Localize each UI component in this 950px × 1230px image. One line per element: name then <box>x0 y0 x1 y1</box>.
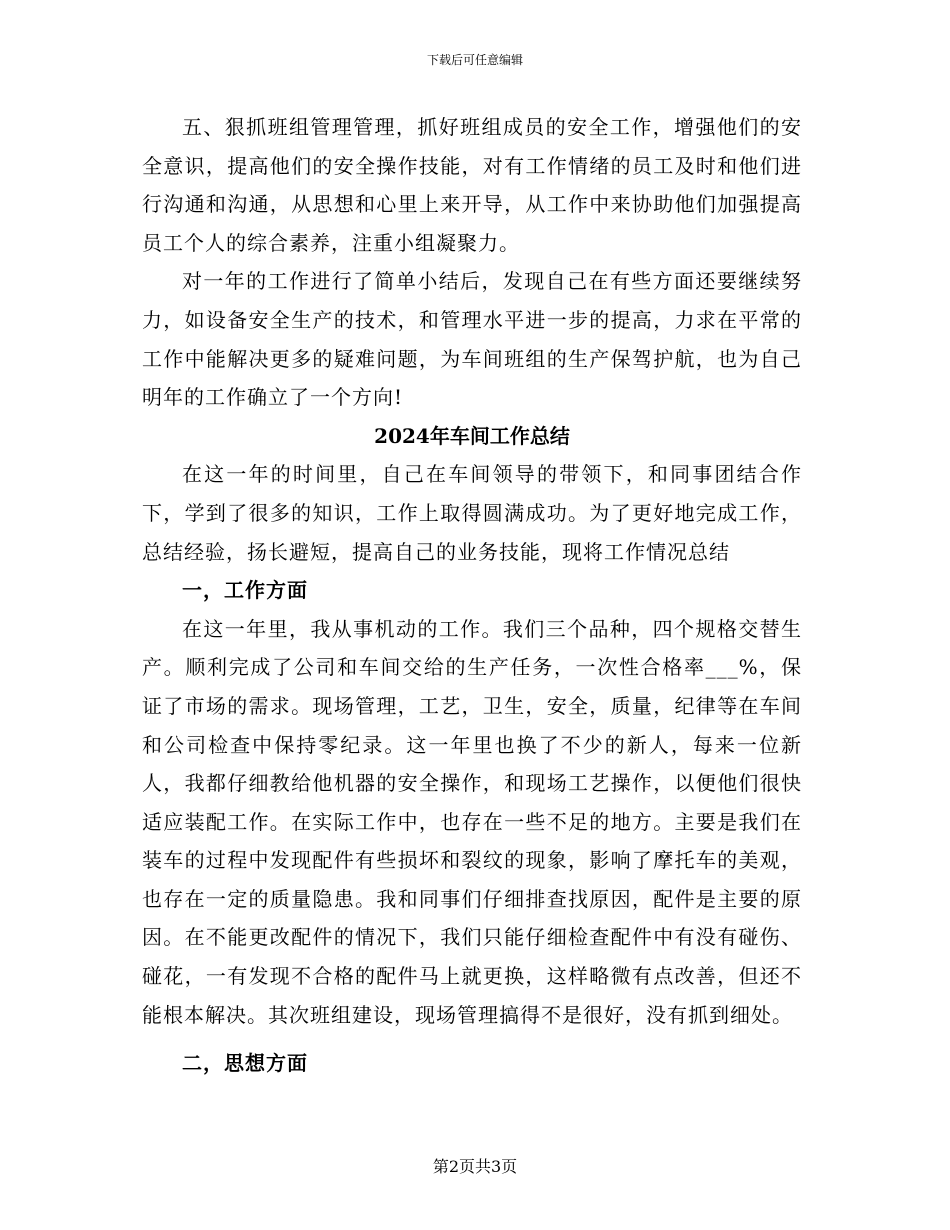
paragraph-team-management: 五、狠抓班组管理管理，抓好班组成员的安全工作，增强他们的安全意识，提高他们的安全操作技能，对有工作情绪的员工及时和他们进行沟通和沟通，从思想和心里上来开导，从工作中来协助他们加强提高员工个人的综合素养，注重小组凝聚力。 <box>142 115 802 255</box>
document-body <box>142 108 802 1083</box>
paragraph-work-details: 在这一年里，我从事机动的工作。我们三个品种，四个规格交替生产。顺利完成了公司和车间交给的生产任务，一次性合格率___%，保证了市场的需求。现场管理，工艺，卫生，安全，质量，纪律等在车间和公司检查中保持零纪录。这一年里也换了不少的新人，每来一位新人，我都仔细教给他机器的安全操作，和现场工艺操作，以便他们很快适应装配工作。在实际工作中，也存在一些不足的地方。主要是我们在装车的过程中发现配件有些损坏和裂纹的现象，影响了摩托车的美观，也存在一定的质量隐患。我和同事们仔细排查找原因，配件是主要的原因。在不能更改配件的情况下，我们只能仔细检查配件中有没有碰伤、碰花，一有发现不合格的配件马上就更换，这样略微有点改善，但还不能根本解决。其次班组建设，现场管理搞得不是很好，没有抓到细处。 <box>142 616 802 1027</box>
section-heading-thought: 二，思想方面 <box>182 1051 308 1076</box>
document-title: 2024年车间工作总结 <box>374 423 570 448</box>
page-footer-number: 第2页共3页 <box>432 1157 518 1176</box>
paragraph-year-summary: 对一年的工作进行了简单小结后，发现自己在有些方面还要继续努力，如设备安全生产的技术，和管理水平进一步的提高，力求在平常的工作中能解决更多的疑难问题，为车间班组的生产保驾护航，也为自己明年的工作确立了一个方向! <box>142 269 802 410</box>
section-heading-work: 一，工作方面 <box>182 578 308 603</box>
paragraph-intro: 在这一年的时间里，自己在车间领导的带领下，和同事团结合作下，学到了很多的知识，工作上取得圆满成功。为了更好地完成工作，总结经验，扬长避短，提高自己的业务技能，现将工作情况总结 <box>142 462 802 564</box>
page-header-note: 下载后可任意编辑 <box>426 53 523 67</box>
